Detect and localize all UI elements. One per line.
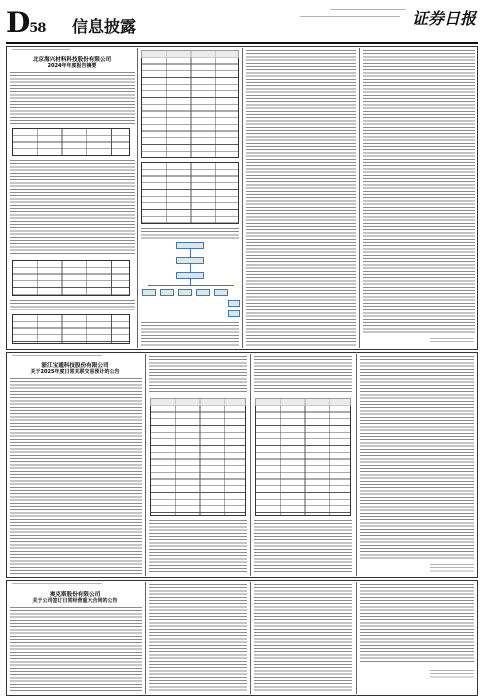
column-divider [250, 582, 251, 694]
announcement-subtitle: 2024年年度报告摘要 [47, 63, 97, 69]
section-title: 信息披露 [72, 17, 137, 36]
body-text [10, 160, 135, 256]
financial-table [141, 162, 239, 224]
org-chart-box [214, 289, 228, 296]
body-text [10, 72, 135, 124]
column-divider [359, 48, 360, 348]
body-text [141, 322, 239, 346]
org-chart-line [190, 264, 191, 272]
announcement-subtitle: 关于公司签订日常经营重大合同的公告 [32, 598, 118, 604]
org-chart-line [148, 285, 234, 286]
header-rule [6, 42, 478, 44]
signature-line [430, 564, 474, 572]
body-text [149, 520, 247, 574]
data-table [12, 128, 130, 156]
org-chart-box [160, 289, 174, 296]
data-table [12, 314, 130, 344]
table-header-row [141, 50, 239, 58]
announcement-title: 浙江宝通科技股份有限公司 [41, 363, 109, 369]
stock-code-line [12, 583, 102, 585]
org-chart-box [176, 242, 204, 249]
body-text [149, 584, 247, 692]
stock-code-line [12, 355, 102, 357]
body-text [10, 607, 142, 693]
body-text [363, 50, 475, 334]
body-text [360, 356, 474, 560]
page-letter: D [6, 6, 30, 39]
announcement-title: 奥克斯股份有限公司 [49, 592, 101, 598]
announcement-title: 北京海兴材料科技股份有限公司 [32, 57, 112, 63]
editor-line [300, 16, 400, 19]
data-table [12, 260, 130, 296]
transaction-table [255, 398, 351, 516]
signature-line [430, 338, 474, 344]
body-text [254, 520, 352, 574]
table-header-row [255, 398, 351, 406]
column-divider [250, 354, 251, 576]
stock-code-line [12, 49, 70, 51]
transaction-table [150, 398, 246, 516]
body-text [254, 584, 352, 692]
date-line [330, 9, 406, 12]
body-text [360, 584, 474, 664]
financial-table [141, 50, 239, 158]
column-divider [356, 582, 357, 694]
announcement-subtitle: 关于2025年度日常关联交易预计的公告 [30, 369, 120, 375]
column-divider [145, 582, 146, 694]
org-chart-box [142, 289, 156, 296]
page-number-digits: 58 [29, 21, 46, 36]
body-text [10, 378, 142, 574]
org-chart-box [176, 272, 204, 279]
org-chart-box [228, 310, 240, 317]
body-text [141, 228, 239, 240]
org-chart-box [228, 300, 240, 307]
body-text [254, 356, 352, 394]
org-chart-box [178, 289, 192, 296]
column-divider [145, 354, 146, 576]
column-divider [137, 48, 138, 348]
org-chart-box [196, 289, 210, 296]
org-chart-box [176, 257, 204, 264]
column-divider [242, 48, 243, 348]
org-chart-line [190, 249, 191, 257]
signature-line [430, 670, 474, 678]
table-header-row [150, 398, 246, 406]
page-header [0, 0, 484, 46]
masthead-logo: 证券日报 [412, 9, 477, 28]
body-text [10, 300, 135, 310]
body-text [246, 50, 356, 346]
page-number [6, 6, 45, 39]
column-divider [356, 354, 357, 576]
body-text [149, 356, 247, 394]
